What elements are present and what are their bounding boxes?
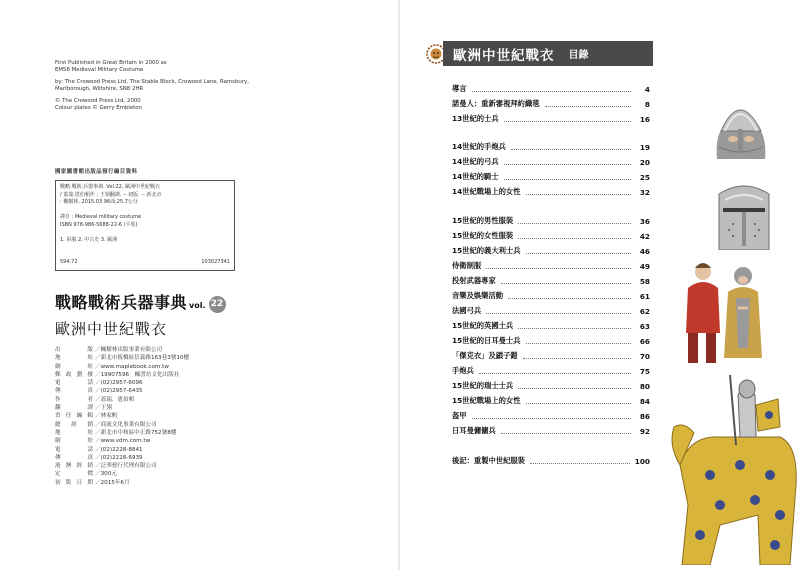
publisher-row (55, 396, 189, 404)
publisher-row (55, 404, 189, 412)
cip-line: 戰略.戰術.兵器事典. Vol.22, 歐洲中世紀戰衣 (60, 184, 160, 190)
publisher-row-label: 港 澳 經 銷 (55, 463, 93, 470)
toc-entry-title: 後記：重製中世紀服裝 (452, 456, 525, 465)
publisher-row-value: ／(02)2228-6939 (95, 454, 143, 461)
toc-entry[interactable] (452, 290, 650, 302)
toc-entry-title: 14世紀的弓兵 (452, 157, 499, 166)
toc-leader-dots (511, 149, 631, 150)
publisher-row-value: ／林家帆 (95, 413, 118, 420)
toc-entry[interactable] (452, 141, 650, 153)
toc-leader-dots (504, 121, 631, 122)
publisher-row-value: ／新北市板橋區信義路163巷3號10樓 (95, 355, 190, 362)
publisher-row-label: 網 址 (55, 363, 93, 370)
toc-page-number: 32 (639, 187, 650, 197)
toc-entry-title: 盔甲 (452, 411, 467, 420)
toc-entry[interactable] (452, 156, 650, 168)
toc-entry-title: 法國弓兵 (452, 306, 482, 315)
toc-leader-dots (501, 283, 631, 284)
toc-page-number: 19 (639, 142, 650, 152)
toc-leader-dots (545, 106, 631, 107)
publisher-row-value: ／(02)2957-6096 (95, 380, 143, 387)
toc-entry-title: 15世紀的瑞士士兵 (452, 381, 514, 390)
copyright-credits (55, 60, 305, 116)
publisher-row-value: ／(02)2228-8841 (95, 446, 143, 453)
toc-page-number: 84 (639, 396, 650, 406)
toc-entry-title: 侍衛制服 (452, 261, 482, 270)
toc-leader-dots (526, 343, 631, 344)
publisher-info (55, 346, 189, 487)
toc-leader-dots (518, 328, 631, 329)
cip-record-number: 103027341 (201, 259, 230, 266)
series-line (55, 290, 226, 315)
toc-leader-dots (523, 358, 631, 359)
toc-leader-dots (472, 91, 631, 92)
cip-line: : 楓樹林, 2015.03 96面;25.7公分 (60, 199, 138, 206)
toc-entry-title: 15世紀的日耳曼士兵 (452, 336, 521, 345)
contents-banner (443, 41, 653, 66)
publisher-row (55, 346, 189, 354)
toc-page-number: 8 (644, 99, 650, 109)
publisher-row-value: ／泛華發行代理有限公司 (95, 463, 157, 470)
publisher-row (55, 379, 189, 387)
cip-record (55, 167, 235, 271)
publisher-row-value: ／2015年6月 (95, 479, 130, 486)
toc-entry-title: 13世紀的士兵 (452, 114, 499, 123)
toc-entry[interactable] (452, 365, 650, 377)
publisher-row-label: 郵 政 劃 撥 (55, 371, 93, 378)
toc-entry[interactable] (452, 260, 650, 272)
publisher-row-label: 作 者 (55, 396, 93, 403)
contents-book-title: 歐洲中世紀戰衣 (453, 47, 555, 64)
medieval-figures-illustration (678, 258, 773, 368)
toc-leader-dots (472, 418, 631, 419)
cip-numbers (60, 259, 230, 267)
cip-line: / 蓋瑞.恩伯頓作 ; 王翎翻譯. -- 初版. -- 新北市 (60, 191, 162, 198)
toc-page-number: 66 (639, 336, 650, 346)
publisher-row-value: ／www.vdm.com.tw (95, 438, 151, 445)
toc-page-number: 61 (639, 291, 650, 301)
toc-entry-title: 諾曼人：重新審視拜約織毯 (452, 99, 540, 108)
publisher-row-value: ／www.maplebook.com.tw (95, 363, 169, 370)
series-heading (55, 290, 226, 339)
publisher-row-label: 傳 真 (55, 388, 93, 395)
toc-leader-dots (530, 463, 630, 464)
toc-page-number: 42 (639, 231, 650, 241)
publisher-row (55, 354, 189, 362)
publisher-row-value: ／商流文化事業有限公司 (95, 421, 157, 428)
publisher-row-value: ／19907596 楓書坊文化出版社 (95, 371, 180, 378)
toc-entry-title: 15世紀的義大利士兵 (452, 246, 521, 255)
publisher-row (55, 470, 189, 478)
toc-entry-title: 導言 (452, 84, 467, 93)
armored-knight-on-horse-illustration (660, 375, 800, 565)
cip-heading: 國家圖書館出版品預行編目資料 (55, 169, 138, 175)
toc-leader-dots (526, 194, 631, 195)
publisher-row-label: 定 價 (55, 471, 93, 478)
publisher-row (55, 371, 189, 379)
toc-leader-dots (501, 433, 631, 434)
toc-page-number: 92 (639, 426, 650, 436)
publisher-row (55, 363, 189, 371)
toc-entry-title: 「傑克衣」及鎖子鎧 (452, 351, 518, 360)
publisher-row (55, 462, 189, 470)
toc-entry-title: 音樂及娛樂活動 (452, 291, 504, 300)
toc-entry[interactable] (452, 98, 650, 110)
toc-page-number: 20 (639, 157, 650, 167)
toc-leader-dots (479, 373, 631, 374)
publisher-row (55, 429, 189, 437)
toc-page-number: 46 (639, 246, 650, 256)
great-helm-illustration (715, 180, 773, 250)
publisher-address: by: The Crowood Press Ltd, The Stable Block, Crowood Lane, Ramsbury, Marlborough, Wiltshire, SN8 2HR (55, 78, 249, 93)
publisher-row-value: ／(02)2957-6435 (95, 388, 143, 395)
toc-leader-dots (526, 403, 631, 404)
toc-leader-dots (508, 298, 631, 299)
toc-leader-dots (486, 313, 631, 314)
toc-entry[interactable] (452, 395, 650, 407)
publisher-row-value: ／蓋瑞．恩伯頓 (95, 396, 135, 403)
publisher-row-value: ／新北市中和區中正路752號8樓 (95, 429, 177, 436)
original-publication: First Published in Great Britain in 2000 as EMS8 Medieval Military Costume (55, 60, 167, 74)
publisher-row-label: 出 版 (55, 347, 93, 353)
series-title: 戰略戰術兵器事典 (55, 293, 188, 312)
toc-page-number: 80 (639, 381, 650, 391)
toc-entry[interactable] (452, 335, 650, 347)
toc-entry-title: 15世紀的女性服裝 (452, 231, 514, 240)
toc-page-number: 86 (639, 411, 650, 421)
cip-box (55, 180, 235, 271)
publisher-row (55, 446, 189, 454)
toc-leader-dots (504, 164, 631, 165)
publisher-row (55, 412, 189, 420)
publisher-row-value: ／300元 (95, 471, 117, 478)
publisher-row (55, 387, 189, 395)
publisher-row-label: 電 話 (55, 380, 93, 387)
toc-page-number: 4 (644, 84, 650, 94)
toc-entry[interactable] (452, 245, 650, 257)
cip-line: ISBN 978-986-5688-22-6 (平裝) (60, 221, 138, 228)
toc-page-number: 63 (639, 321, 650, 331)
toc-page-number: 100 (634, 456, 650, 466)
book-title: 歐洲中世紀戰衣 (55, 319, 168, 338)
toc-entry[interactable] (452, 410, 650, 422)
toc-leader-dots (526, 253, 631, 254)
toc-entry-title: 手炮兵 (452, 366, 474, 375)
publisher-row-value: ／王翎 (95, 405, 112, 412)
publisher-row-label: 網 址 (55, 438, 93, 445)
publisher-row (55, 479, 189, 487)
cip-line: 1. 軍服 2. 中古史 3. 歐洲 (60, 237, 118, 244)
toc-entry[interactable] (452, 275, 650, 287)
toc-entry-title: 投射武器專家 (452, 276, 496, 285)
contents-heading: 目錄 (568, 50, 589, 61)
publisher-row-label: 翻 譯 (55, 405, 93, 412)
toc-leader-dots (504, 179, 631, 180)
toc-entry[interactable] (452, 215, 650, 227)
toc-leader-dots (486, 268, 631, 269)
copyright-notice: © The Crowood Press Ltd, 2000 Colour plates © Gerry Embleton (55, 97, 142, 112)
publisher-row-label: 總 經 銷 (55, 421, 93, 428)
nasal-helmet-illustration (703, 87, 778, 162)
toc-entry-title: 15世紀的男性服裝 (452, 216, 514, 225)
publisher-row-label: 傳 真 (55, 454, 93, 461)
toc-page-number: 16 (639, 114, 650, 124)
toc-page-number: 70 (639, 351, 650, 361)
volume-number-badge: 22 (209, 296, 226, 313)
toc-entry[interactable] (452, 305, 650, 317)
toc-entry-title: 15世紀的英國士兵 (452, 321, 514, 330)
publisher-row-value: ／楓樹林出版事業有限公司 (95, 347, 163, 353)
toc-entry[interactable] (452, 186, 650, 198)
toc-entry-title: 14世紀的手炮兵 (452, 142, 506, 151)
toc-page-number: 75 (639, 366, 650, 376)
publisher-row (55, 437, 189, 445)
publisher-row-label: 責 任 編 輯 (55, 413, 93, 420)
toc-page-number: 58 (639, 276, 650, 286)
publisher-row-label: 電 話 (55, 446, 93, 453)
toc-entry[interactable] (452, 380, 650, 392)
toc-leader-dots (518, 388, 631, 389)
toc-entry-title: 日耳曼傭傭兵 (452, 426, 496, 435)
toc-entry[interactable] (452, 113, 650, 125)
toc-page-number: 49 (639, 261, 650, 271)
cip-class-number: 594.72 (60, 259, 78, 266)
toc-entry-title: 15世紀戰場上的女性 (452, 396, 521, 405)
toc-entry[interactable] (452, 455, 650, 467)
toc-page-number: 36 (639, 216, 650, 226)
toc-entry[interactable] (452, 350, 650, 362)
publisher-row-label: 初 版 日 期 (55, 479, 93, 486)
publisher-row-label: 地 址 (55, 429, 93, 436)
volume-label: vol. (189, 301, 206, 310)
toc-entry[interactable] (452, 425, 650, 437)
toc-leader-dots (518, 223, 631, 224)
toc-entry[interactable] (452, 320, 650, 332)
toc-leader-dots (518, 238, 631, 239)
publisher-row (55, 421, 189, 429)
toc-page-number: 25 (639, 172, 650, 182)
publisher-row-label: 地 址 (55, 355, 93, 362)
toc-entry[interactable] (452, 171, 650, 183)
cip-line: 譯自 : Medieval military costume (60, 214, 142, 221)
toc-page-number: 62 (639, 306, 650, 316)
toc-entry[interactable] (452, 230, 650, 242)
toc-entry-title: 14世紀戰場上的女性 (452, 187, 521, 196)
publisher-row (55, 454, 189, 462)
toc-entry[interactable] (452, 83, 650, 95)
toc-entry-title: 14世紀的騎士 (452, 172, 499, 181)
